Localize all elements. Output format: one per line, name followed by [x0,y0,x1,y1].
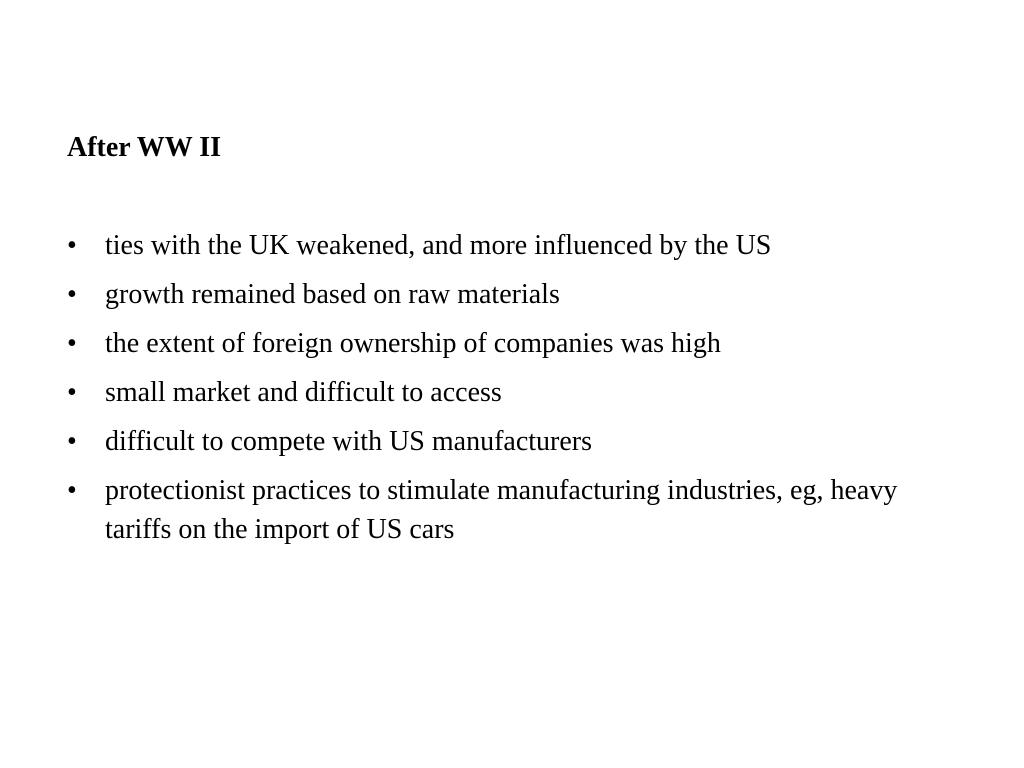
bullet-text: difficult to compete with US manufacturers [105,426,593,457]
bullet-text: small market and difficult to access [105,377,502,408]
bullet-icon: • [67,426,77,457]
bullet-item [67,226,967,265]
bullet-item [67,373,967,412]
bullet-text: ties with the UK weakened, and more influenced by the US [105,230,772,261]
bullet-text: the extent of foreign ownership of companies was high [105,328,721,359]
bullet-icon: • [67,279,77,310]
bullet-item [67,471,967,549]
bullet-item [67,422,967,461]
bullet-list [67,226,967,559]
bullet-text: protectionist practices to stimulate manufacturing industries, eg, heavy tariffs on the import of US cars [105,475,898,545]
slide-heading: After WW II [67,132,221,163]
bullet-icon: • [67,328,77,359]
bullet-item [67,324,967,363]
bullet-icon: • [67,377,77,408]
bullet-item [67,275,967,314]
bullet-icon: • [67,475,77,506]
bullet-text: growth remained based on raw materials [105,279,560,310]
bullet-icon: • [67,230,77,261]
